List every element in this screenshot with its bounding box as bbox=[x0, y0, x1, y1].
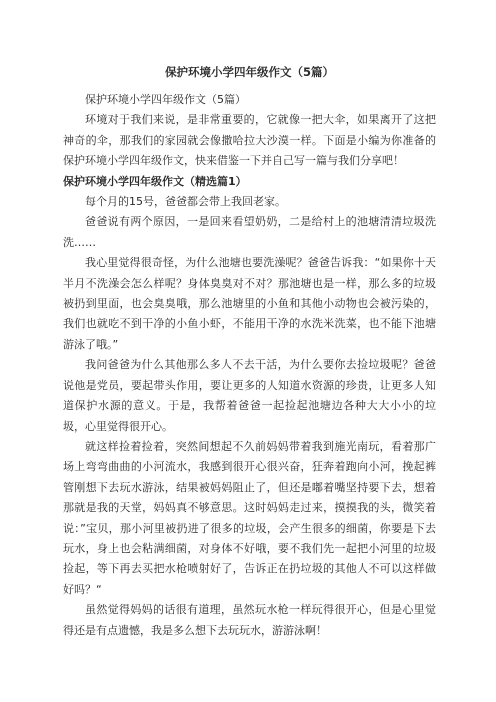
document-body bbox=[63, 90, 436, 641]
body-paragraph: 我心里觉得很奇怪，为什么池塘也要洗澡呢？爸爸告诉我：“如果你十天半月不洗澡会怎么样呢？身体臭臭对不对？那池塘也是一样，那么多的垃圾被扔到里面，也会臭臭哦，那么池塘里的小鱼和其他小动物也会被污染的，我们也就吃不到干净的小鱼小虾，不能用干净的水洗米洗菜，也不能下池塘游泳了哦。” bbox=[63, 256, 436, 351]
body-paragraph: 爸爸说有两个原因，一是回来看望奶奶，二是给村上的池塘清清垃圾洗洗…… bbox=[63, 215, 436, 249]
body-paragraph: 每个月的15号，爸爸都会带上我回老家。 bbox=[85, 195, 286, 209]
section-heading: 保护环境小学四年级作文（精选篇1） bbox=[63, 174, 247, 188]
body-paragraph: 保护环境小学四年级作文（5篇） bbox=[85, 93, 246, 106]
body-paragraph: 就这样捡着捡着，突然间想起不久前妈妈带着我到施光南玩，看着那广场上弯弯曲曲的小河流水，我感到很开心很兴奋，狂奔着跑向小河，挽起裤管刚想下去玩水游泳，结果被妈妈阻止了，但还是嘟着嘴坚持要下去，想着那就是我的天堂，妈妈真不够意思。这时妈妈走过来，摸摸我的头，微笑着说：”宝贝，那小河里被扔进了很多的垃圾，会产生很多的细菌，你要是下去玩水，身上也会粘满细菌，对身体不好哦，要不我们先一起把小河里的垃圾捡起，等下再去买把水枪喷射好了，告诉正在扔垃圾的其他人不可以这样做好吗？“ bbox=[63, 439, 436, 596]
document-title: 保护环境小学四年级作文（5篇） bbox=[165, 65, 334, 79]
body-paragraph: 我问爸爸为什么其他那么多人不去干活，为什么要你去捡垃圾呢？爸爸说他是党员，要起带头作用，要让更多的人知道水资源的珍贵，让更多人知道保护水源的意义。于是，我帮着爸爸一起捡起池塘边各种大大小小的垃圾，心里觉得很开心。 bbox=[63, 358, 436, 433]
body-paragraph: 环境对于我们来说，是非常重要的，它就像一把大伞，如果离开了这把神奇的伞，那我们的家园就会像撒哈拉大沙漠一样。下面是小编为你准备的保护环境小学四年级作文，快来借鉴一下并自己写一篇与我们分享吧！ bbox=[63, 113, 436, 168]
body-paragraph: 虽然觉得妈妈的话很有道理，虽然玩水枪一样玩得很开心，但是心里觉得还是有点遗憾，我是多么想下去玩玩水，游游泳啊！ bbox=[63, 603, 436, 637]
